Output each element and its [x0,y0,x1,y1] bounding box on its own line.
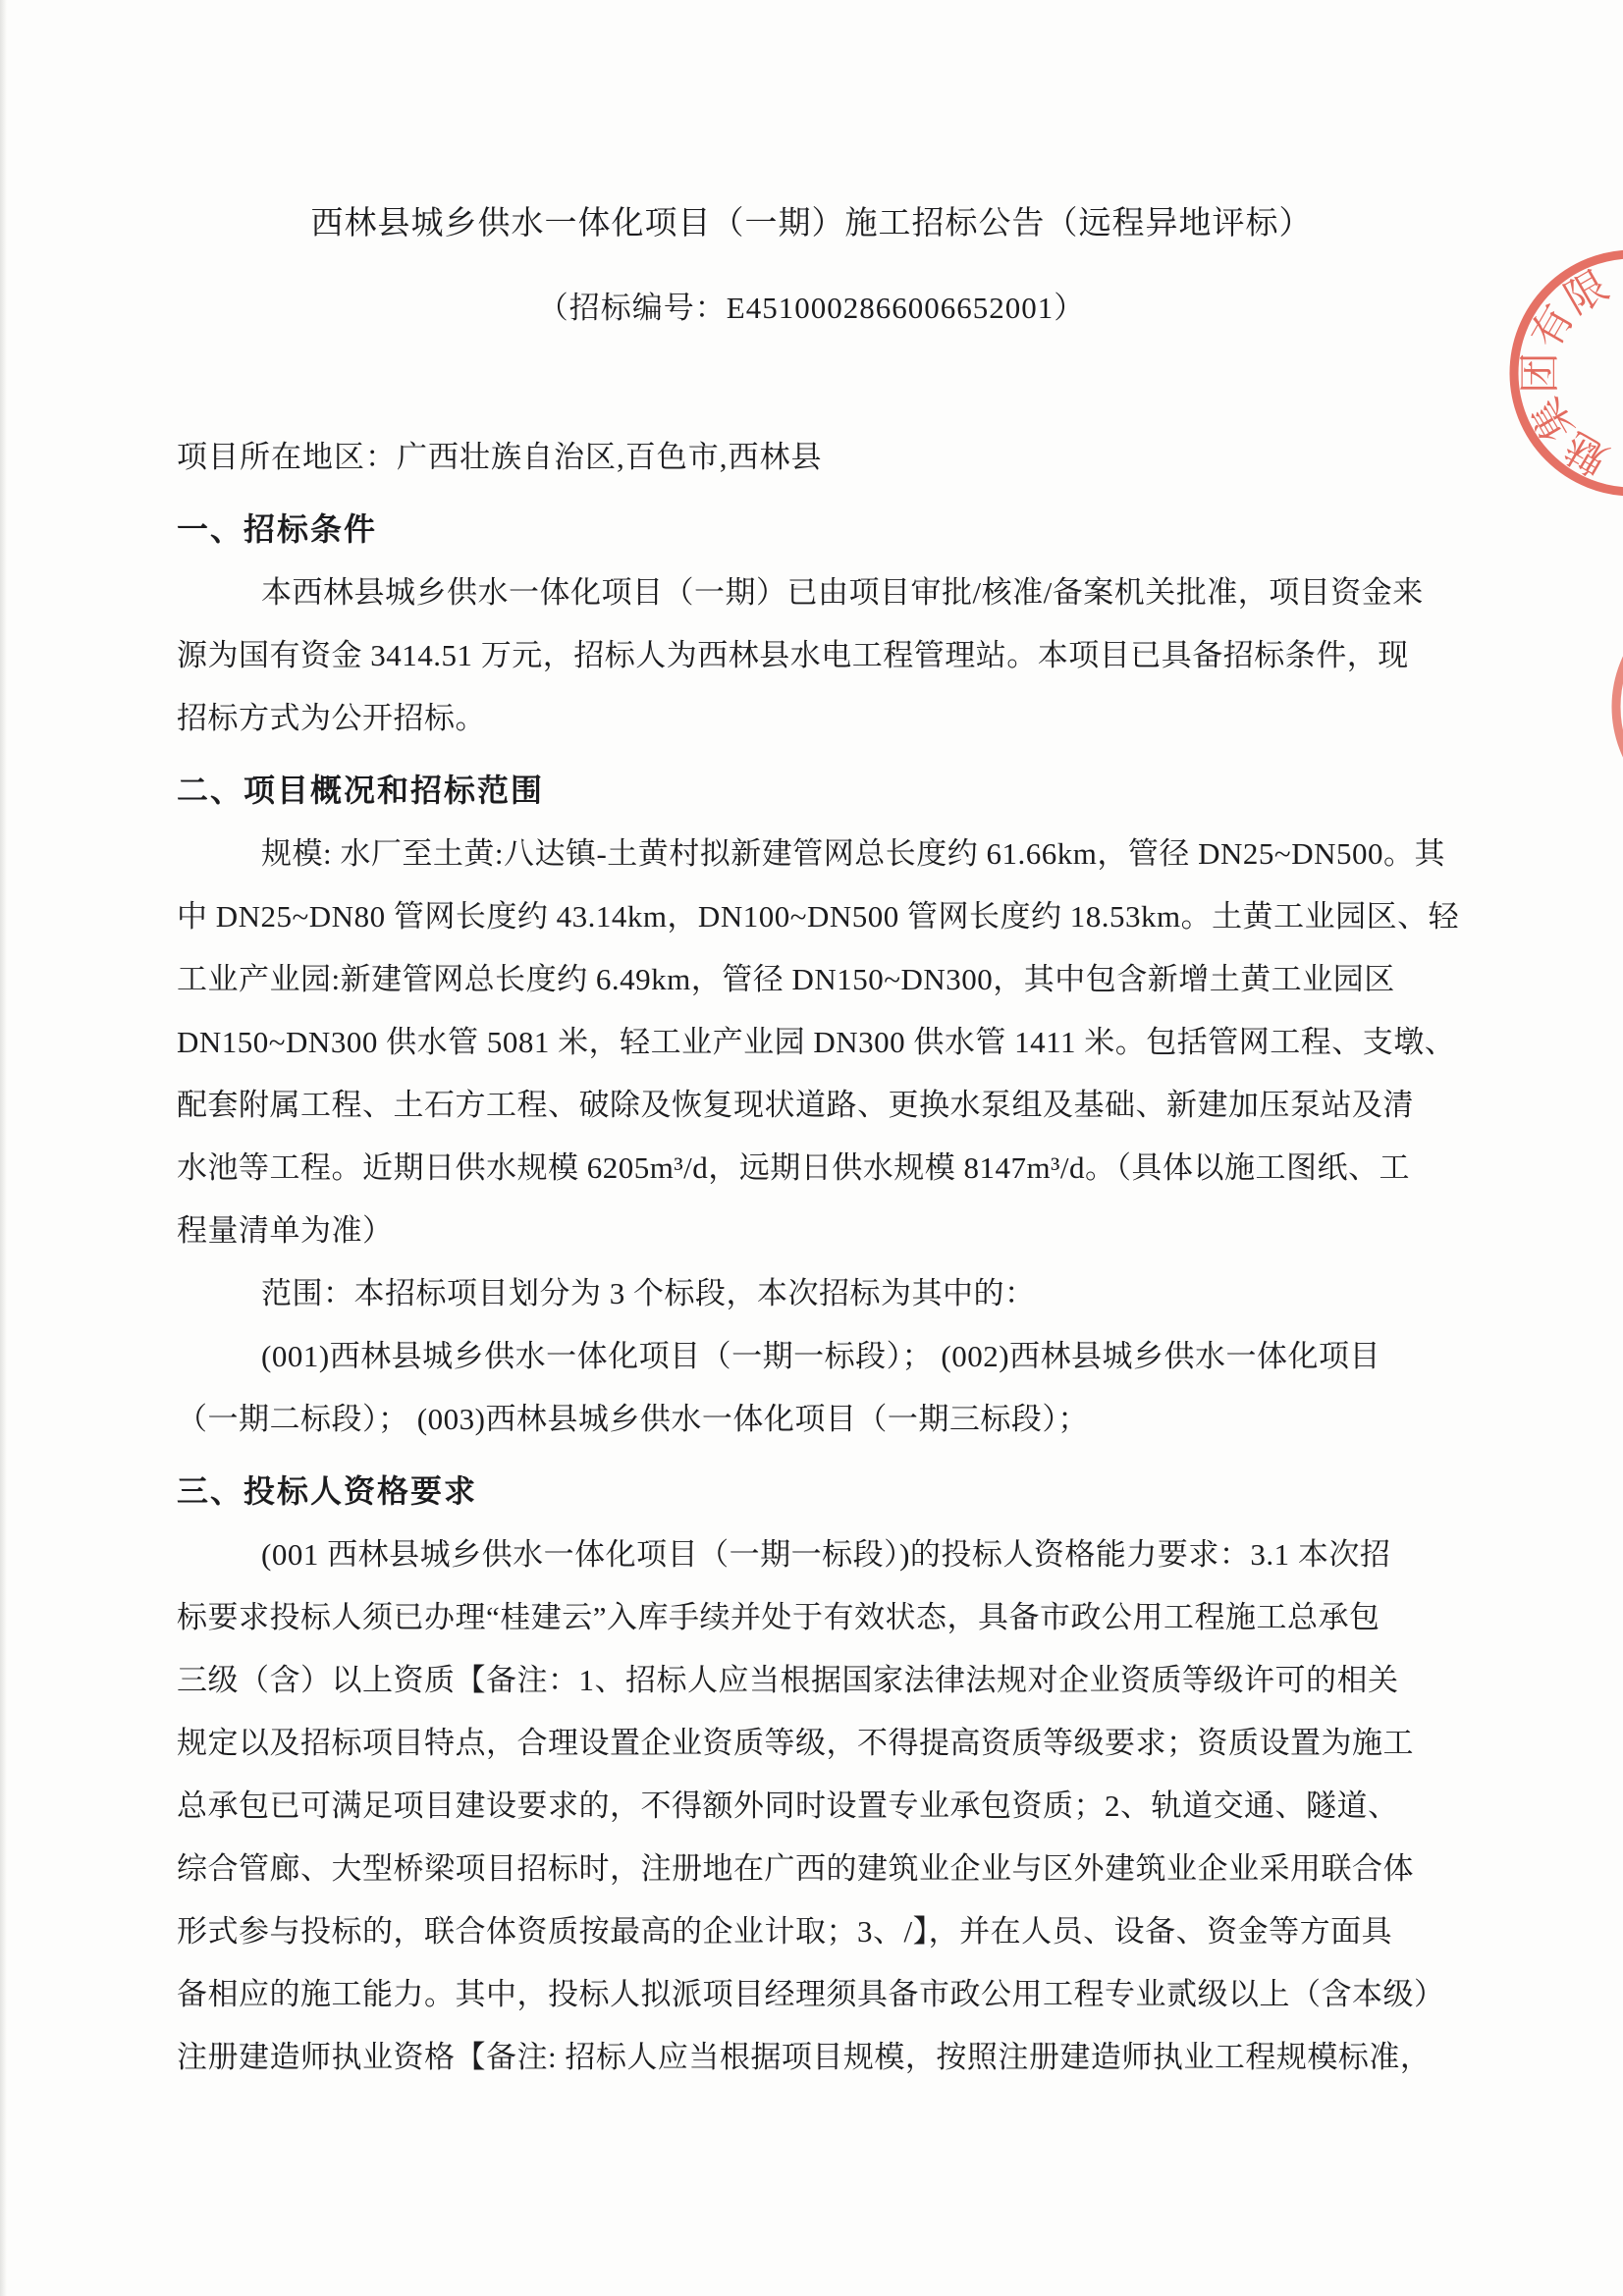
document-line: 范围：本招标项目划分为 3 个标段，本次招标为其中的： [261,1276,1036,1310]
document-line: 三级（含）以上资质【备注：1、招标人应当根据国家法律法规对企业资质等级许可的相关 [177,1663,1399,1697]
document-line: 规定以及招标项目特点，合理设置企业资质等级，不得提高资质等级要求；资质设置为施工 [177,1726,1414,1760]
document-line: 配套附属工程、土石方工程、破除及恢复现状道路、更换水泵组及基础、新建加压泵站及清 [177,1088,1414,1122]
document-line: 形式参与投标的，联合体资质按最高的企业计取；3、/】，并在人员、设备、资金等方面具 [177,1914,1393,1949]
document-line: 程量清单为准） [177,1213,394,1248]
seal-character: 限 [1557,263,1617,324]
document-body [177,497,1505,2089]
document-line: 水池等工程。近期日供水规模 6205m³/d，远期日供水规模 8147m³/d。（具体以施工图纸、工 [177,1150,1411,1185]
section-heading: 二、项目概况和招标范围 [177,773,545,808]
document-line: 工业产业园:新建管网总长度约 6.49km，管径 DN150~DN300，其中包含新增土黄工业园区 [177,962,1395,996]
seal-character: 团 [1518,351,1564,395]
project-location-line: 项目所在地区：广西壮族自治区,百色市,西林县 [177,440,823,474]
document-line: 中 DN25~DN80 管网长度约 43.14km，DN100~DN500 管网长度约 18.53km。土黄工业园区、轻 [177,899,1460,934]
section-heading: 三、投标人资格要求 [177,1473,478,1509]
document-line: 规模: 水厂至土黄:八达镇-土黄村拟新建管网总长度约 61.66km，管径 DN25~DN500。其 [261,836,1445,871]
document-line: 招标方式为公开招标。 [177,701,486,735]
seal-character: 有 [1523,297,1584,357]
red-seal-stamp [1414,147,1623,834]
document-line: 本西林县城乡供水一体化项目（一期）已由项目审批/核准/备案机关批准，项目资金来 [261,575,1424,610]
seal-character: 集 [1523,389,1584,449]
document-line: 总承包已可满足项目建设要求的，不得额外同时设置专业承包资质；2、轨道交通、隧道、 [177,1789,1399,1823]
document-line: 标要求投标人须已办理“桂建云”入库手续并处于有效状态，具备市政公用工程施工总承包 [177,1600,1380,1634]
document-line: 源为国有资金 3414.51 万元，招标人为西林县水电工程管理站。本项目已具备招标条件，现 [177,638,1409,672]
section-heading: 一、招标条件 [177,511,378,547]
document-line: (001 西林县城乡供水一体化项目（一期一标段）)的投标人资格能力要求：3.1 本次招 [261,1537,1391,1572]
seal-character: 魅 [1557,422,1617,483]
document-line: 综合管廊、大型桥梁项目招标时，注册地在广西的建筑业企业与区外建筑业企业采用联合体 [177,1851,1414,1886]
document-line: （一期二标段）； (003)西林县城乡供水一体化项目（一期三标段）； [177,1402,1089,1436]
document-line: 备相应的施工能力。其中，投标人拟派项目经理须具备市政公用工程专业贰级以上（含本级） [177,1977,1445,2011]
document-line: DN150~DN300 供水管 5081 米，轻工业产业园 DN300 供水管 1411 米。包括管网工程、支墩、 [177,1025,1456,1059]
seal-arc-icon [1616,592,1623,822]
bid-number: （招标编号：E4510002866006652001） [537,291,1086,325]
document-title: 西林县城乡供水一体化项目（一期）施工招标公告（远程异地评标） [310,206,1313,241]
document-line: 注册建造师执业资格【备注: 招标人应当根据项目规模，按照注册建造师执业工程规模标准， [177,2040,1432,2074]
document-line: (001)西林县城乡供水一体化项目（一期一标段）； (002)西林县城乡供水一体化项目 [261,1339,1381,1373]
